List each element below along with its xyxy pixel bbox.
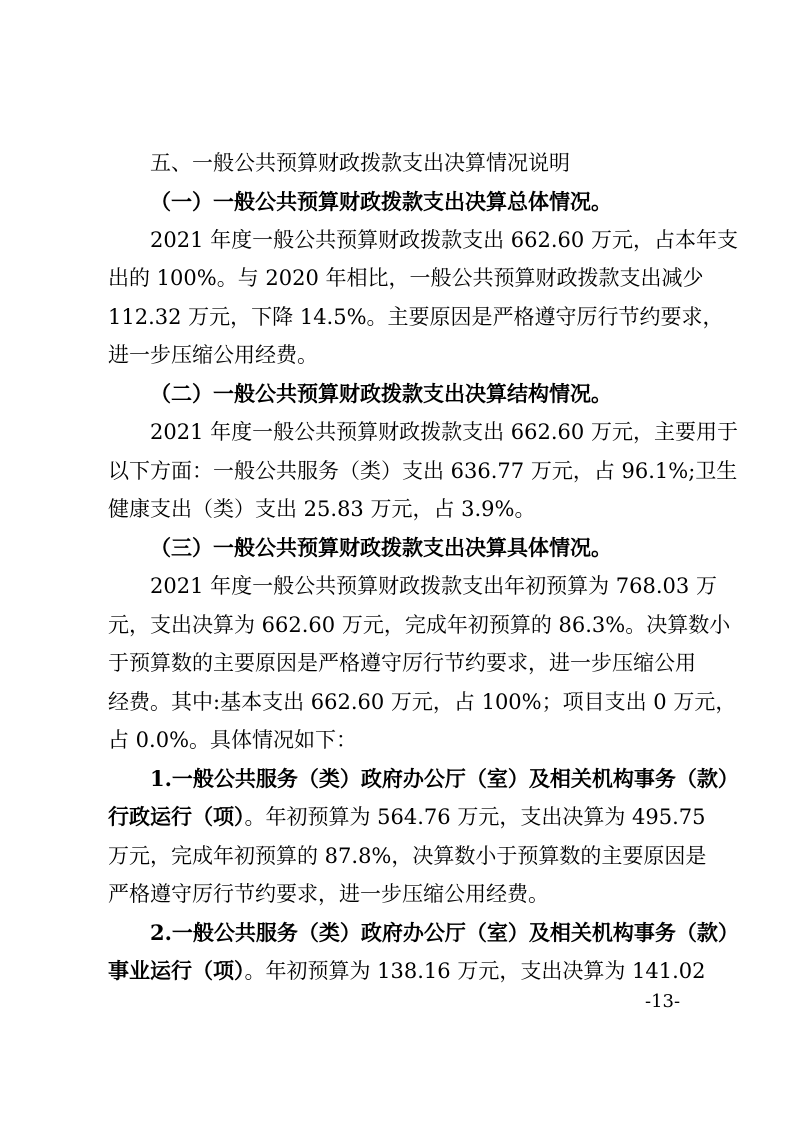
paragraph-1-line-2: 出的 100%。与 2020 年相比，一般公共预算财政拨款支出减少 [108, 266, 704, 290]
item-2-line-2 [108, 956, 706, 986]
paragraph-3-line-4: 经费。其中:基本支出 662.60 万元，占 100%；项目支出 0 万元， [108, 690, 737, 714]
paragraph-2-line-2: 以下方面：一般公共服务（类）支出 636.77 万元，占 96.1%;卫生 [108, 459, 738, 483]
section-title: 五、一般公共预算财政拨款支出决算情况说明 [150, 151, 570, 175]
paragraph-2-line-1: 2021 年度一般公共预算财政拨款支出 662.60 万元，主要用于 [150, 420, 738, 444]
paragraph-3-line-3: 于预算数的主要原因是严格遵守厉行节约要求，进一步压缩公用 [108, 651, 696, 675]
item-1-title-line-2: 行政运行（项） [108, 804, 245, 829]
subsection-3-title: （三）一般公共预算财政拨款支出决算具体情况。 [150, 535, 612, 560]
paragraph-1-line-1: 2021 年度一般公共预算财政拨款支出 662.60 万元，占本年支 [150, 228, 738, 252]
paragraph-1-line-3: 112.32 万元，下降 14.5%。主要原因是严格遵守厉行节约要求， [108, 305, 724, 329]
subsection-2-title: （二）一般公共预算财政拨款支出决算结构情况。 [150, 381, 612, 406]
paragraph-1-line-4: 进一步压缩公用经费。 [108, 343, 318, 367]
item-2-title-line-2: 事业运行（项） [108, 958, 245, 983]
item-2-line-2-rest: 。年初预算为 138.16 万元，支出决算为 141.02 [244, 959, 706, 983]
item-1-line-4: 严格遵守厉行节约要求，进一步压缩公用经费。 [108, 882, 549, 906]
item-1-line-2 [108, 802, 706, 832]
item-1-title-line-1: 1.一般公共服务（类）政府办公厅（室）及相关机构事务（款） [150, 766, 739, 791]
item-1-line-2-rest: 。年初预算为 564.76 万元，支出决算为 495.75 [244, 805, 706, 829]
subsection-1-title: （一）一般公共预算财政拨款支出决算总体情况。 [150, 189, 612, 214]
page-number: -13- [645, 991, 681, 1012]
item-1-line-3: 万元，完成年初预算的 87.8%，决算数小于预算数的主要原因是 [108, 844, 707, 868]
paragraph-2-line-3: 健康支出（类）支出 25.83 万元，占 3.9%。 [108, 497, 536, 521]
paragraph-3-line-5: 占 0.0%。具体情况如下： [108, 728, 358, 752]
item-2-title-line-1: 2.一般公共服务（类）政府办公厅（室）及相关机构事务（款） [150, 920, 739, 945]
paragraph-3-line-2: 元，支出决算为 662.60 万元，完成年初预算的 86.3%。决算数小 [108, 613, 731, 637]
paragraph-3-line-1: 2021 年度一般公共预算财政拨款支出年初预算为 768.03 万 [150, 574, 717, 598]
